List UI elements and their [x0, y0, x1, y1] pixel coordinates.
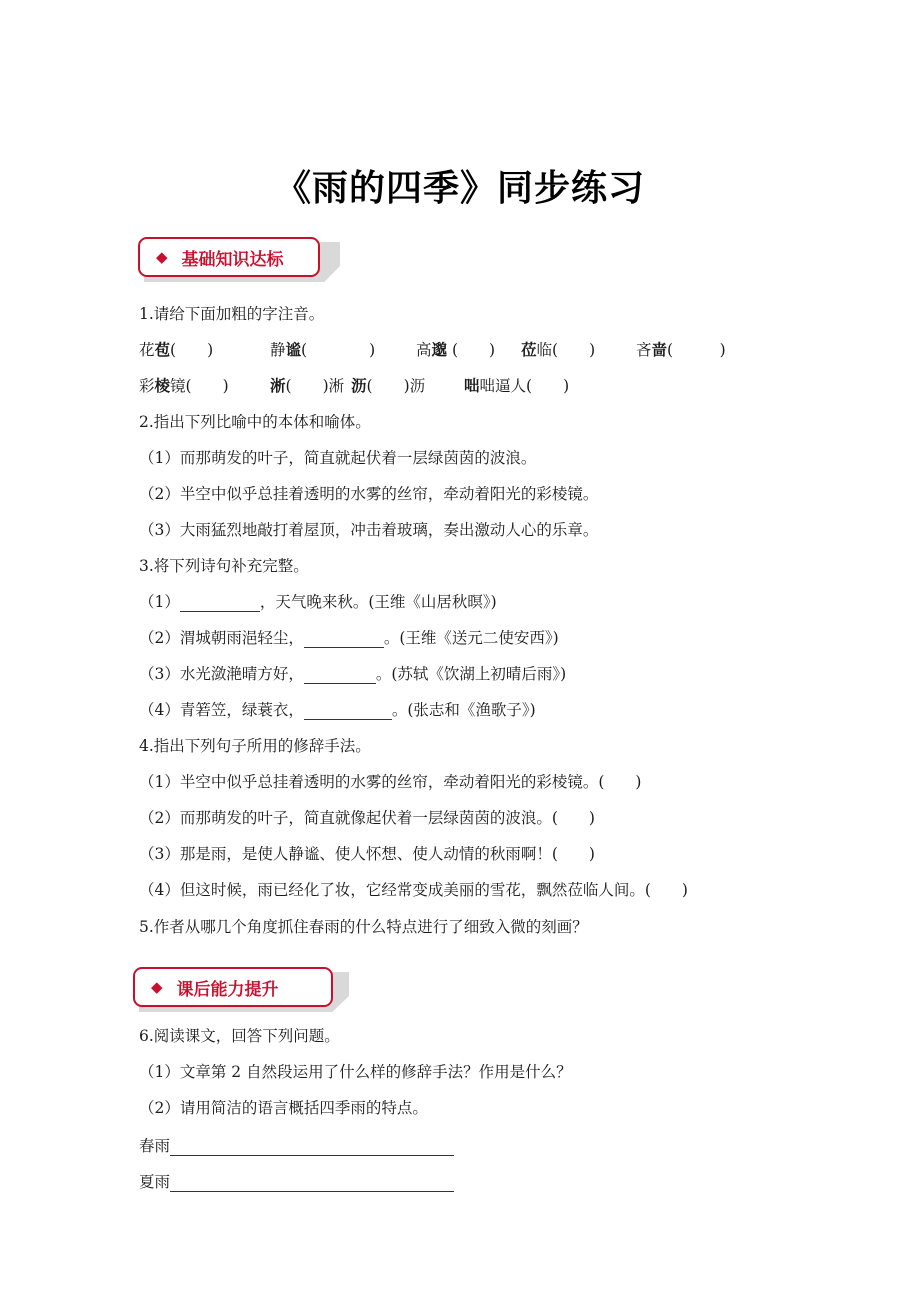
- section-label: 基础知识达标: [181, 249, 284, 270]
- q6-item: （2）请用简洁的语言概括四季雨的特点。: [139, 1099, 428, 1117]
- q6-item: （1）文章第 2 自然段运用了什么样的修辞手法？作用是什么？: [139, 1063, 572, 1081]
- question-1: 1.请给下面加粗的字注音。: [139, 305, 325, 323]
- section-header-basic: [138, 237, 338, 279]
- diamond-icon: ◆: [156, 248, 168, 266]
- fill-blank[interactable]: [304, 667, 376, 684]
- q1-item: 高邈 ( ): [416, 340, 496, 359]
- q1-item: 彩棱镜( ): [139, 376, 229, 395]
- answer-line-spring: 春雨: [139, 1134, 454, 1156]
- question-2: 2.指出下列比喻中的本体和喻体。: [139, 413, 371, 431]
- question-4: 4.指出下列句子所用的修辞手法。: [139, 737, 371, 755]
- answer-blank[interactable]: [170, 1139, 454, 1156]
- q2-item: （1）而那萌发的叶子，简直就起伏着一层绿茵茵的波浪。: [139, 449, 537, 467]
- q3-item: （1） ，天气晚来秋。(王维《山居秋暝》): [139, 593, 497, 611]
- fill-blank[interactable]: [304, 703, 392, 720]
- question-5: 5.作者从哪几个角度抓住春雨的什么特点进行了细致入微的刻画？: [139, 918, 588, 936]
- diamond-icon: ◆: [151, 978, 163, 996]
- q2-item: （3）大雨猛烈地敲打着屋顶，冲击着玻璃，奏出激动人心的乐章。: [139, 521, 599, 539]
- answer-line-summer: 夏雨: [139, 1170, 454, 1192]
- q1-item: 沥( )沥: [351, 376, 426, 395]
- q3-item: （2）渭城朝雨浥轻尘， 。(王维《送元二使安西》): [139, 629, 559, 647]
- q4-item: （1）半空中似乎总挂着透明的水雾的丝帘，牵动着阳光的彩棱镜。( ): [139, 773, 642, 791]
- question-6: 6.阅读课文，回答下列问题。: [139, 1027, 340, 1045]
- q2-item: （2）半空中似乎总挂着透明的水雾的丝帘，牵动着阳光的彩棱镜。: [139, 485, 599, 503]
- q4-item: （2）而那萌发的叶子，简直就像起伏着一层绿茵茵的波浪。( ): [139, 809, 595, 827]
- q1-item: 吝啬( ): [636, 340, 726, 359]
- answer-blank[interactable]: [170, 1175, 454, 1192]
- q3-item: （3）水光潋滟晴方好， 。(苏轼《饮湖上初晴后雨》): [139, 665, 567, 683]
- q4-item: （4）但这时候，雨已经化了妆，它经常变成美丽的雪花，飘然莅临人间。( ): [139, 881, 688, 899]
- q1-item: 花苞( ): [139, 340, 214, 359]
- q4-item: （3）那是雨，是使人静谧、使人怀想、使人动情的秋雨啊！( ): [139, 845, 595, 863]
- q3-item: （4）青箬笠，绿蓑衣， 。(张志和《渔歌子》): [139, 701, 536, 719]
- section-header-advanced: [133, 967, 348, 1009]
- fill-blank[interactable]: [180, 595, 260, 612]
- fill-blank[interactable]: [304, 631, 384, 648]
- q1-item: 静谧( ): [270, 340, 376, 359]
- section-label: 课后能力提升: [176, 979, 279, 1000]
- q1-item: 淅( )淅: [270, 376, 345, 395]
- page-title: 《雨的四季》同步练习: [274, 168, 645, 209]
- q1-item: 咄咄逼人( ): [464, 376, 570, 395]
- question-3: 3.将下列诗句补充完整。: [139, 557, 309, 575]
- q1-item: 莅临( ): [521, 340, 596, 359]
